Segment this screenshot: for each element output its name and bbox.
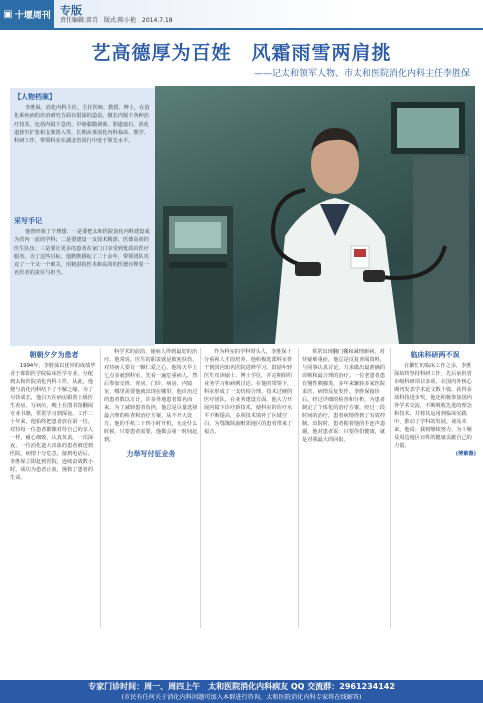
column-divider [298, 348, 299, 628]
byline: (傅紫薇) [455, 451, 476, 457]
headline-title: 艺高德厚为百姓 风霜雨雪两肩挑 [91, 42, 392, 64]
logo-text: 十堰周刊 [14, 10, 51, 21]
article-column-4 [302, 348, 388, 630]
section-heading-3: 临床科研两不误 [410, 351, 460, 359]
doctor-photo [155, 86, 475, 344]
column-4-text: 常常出现翻门棚和减刑新病，对待疑难重症，他总是反复查阅资料，与同事认真讨论，力求做出最准确的诊断和最合理的治疗。一位老患者患有慢性胰腺炎，多年来辗转多家医院求医，病情反复发作。李胜保接诊后，经过详细的检查和分析，为患者制定了个体化的治疗方案，经过一段时间的治疗，患者病情得到了有效控制。出院时，患者握着他的手连声道谢。他对患者说：只要你们健康，就是对我最大的回报。 [302, 349, 386, 443]
masthead-logo [0, 0, 54, 28]
column-2-text: 科学术的前沿，使病人得到最好的治疗。他常说，医生的职责就是救死扶伤，对待病人要有一颗仁爱之心。他每天早上七点多就到科室，先看一遍危重病人，然后参加交班、查房。门诊、病房、内镜室，哪里需要他就出现在哪里。他诊治过的患者数以万计，许多外地患者慕名而来。为了减轻患者负担，他总是尽量选择最合理的检查和治疗方案，从不开大处方。他的手机二十四小时开机，无论什么时候，只要患者需要，他都会第一时间赶到。 [104, 349, 198, 443]
footer-clinic-hours: 专家门诊时间：周一、周四上午 太和医院消化内科病友 QQ 交流群：2961234142 [88, 682, 395, 691]
doctor-illustration [155, 86, 475, 344]
footer-note: (市民有任何关于消化内科问题可加入本群进行咨询，太和医院消化内科专家将在线解答) [121, 694, 362, 701]
profile-bio: 李胜保，消化内科主任、主任医师、教授、博士，在消化系疾病的诊治研究方面有很深的造诣，擅长内镜下各种治疗技术，包括内镜下息肉、早癌黏膜剥离、胆道取石、消化道狭窄扩张和支架置入等，长期从事消化内科临床、教学、科研工作，带领科室在湖北省同行中处于领先水平。 [14, 105, 150, 145]
logo-mark-icon: ▣ [3, 8, 13, 20]
page-header [0, 0, 483, 28]
profile-box [10, 88, 155, 346]
section-heading-2: 力举写付征业务 [126, 450, 176, 458]
section-heading-1: 朝朝夕夕为患者 [29, 351, 79, 359]
profile-heading: 【人物档案】 [14, 93, 56, 101]
article-column-5 [394, 348, 476, 630]
article-column-1 [10, 348, 98, 630]
column-divider [200, 348, 201, 628]
column-divider [390, 348, 391, 628]
headline-subtitle: ——记太和领军人物、市太和医院消化内科主任李胜保 [253, 69, 470, 79]
column-1-text: 1994年，李胜保以优异的成绩毕业于郧阳医学院临床医学专业，分配到太和医院消化内科工作。从此，他便与消化内科结下了不解之缘。为了尽快成长，他白天在病房跟着上级医生查房、写病历，晚上在图书馆翻阅专业书籍，常常学习到深夜。工作二十年来，他始终把患者放在第一位，对待每一位患者都像对待自己的亲人一样，耐心细致，认真负责。一次深夜，一位消化道大出血的患者被送到医院，病情十分危急。接到电话后，李胜保立即赶到医院，连续奋战数小时，成功为患者止血，挽救了患者的生命。 [10, 363, 96, 481]
column-3-text: 作为科室的学科带头人，李胜保十分重视人才的培养。他积极选派科室骨干到国内知名医院进修学习，鼓励年轻医生攻读硕士、博士学位，并定期组织业务学习和病例讨论。在他的带领下，科室形成了一支结构合理、技术过硬的医疗团队。在业务建设方面，他大力开展内镜下诊疗新技术，使科室的诊疗水平不断提高，多项技术填补了区域空白，为鄂豫陕渝毗邻地区的患者带来了福音。 [204, 349, 293, 435]
column-5-text: 在繁忙的临床工作之余，李胜保始终坚持科研工作，先后承担省市级科研项目多项，在国内外核心期刊发表学术论文数十篇，获得多项科技进步奖。他还积极参加国内外学术交流，不断吸收先进的理念和技术，并将其运用到临床实践中，推动了学科的发展。谈及未来，他说：我将继续努力，为十堰及周边地区百姓的健康贡献自己的力量。 [394, 363, 472, 449]
section-label: 专版 [60, 4, 82, 17]
article-column-3 [204, 348, 296, 630]
article-column-2 [104, 348, 198, 630]
header-rule [0, 28, 483, 30]
footer-banner [0, 680, 483, 703]
column-divider [100, 348, 101, 628]
notes-text: 他曾经谈了个理想：一是要把太和医院消化内科建设成为省内一流的学科；二是要建设一支技术精湛、医德高尚的医生队伍；三是要让更多的患者在家门口享受到优质的医疗服务。为了这些目标，他默默耕耘了二十余年，带领团队攻克了一个又一个难关，用精湛的医术和高尚的医德诠释着一名医者的责任与担当。 [14, 229, 150, 277]
notes-heading: 采写手记 [14, 217, 42, 225]
editor-meta: 责任编辑:雷青 版式:陈小艳 2014.7.18 [60, 17, 173, 24]
